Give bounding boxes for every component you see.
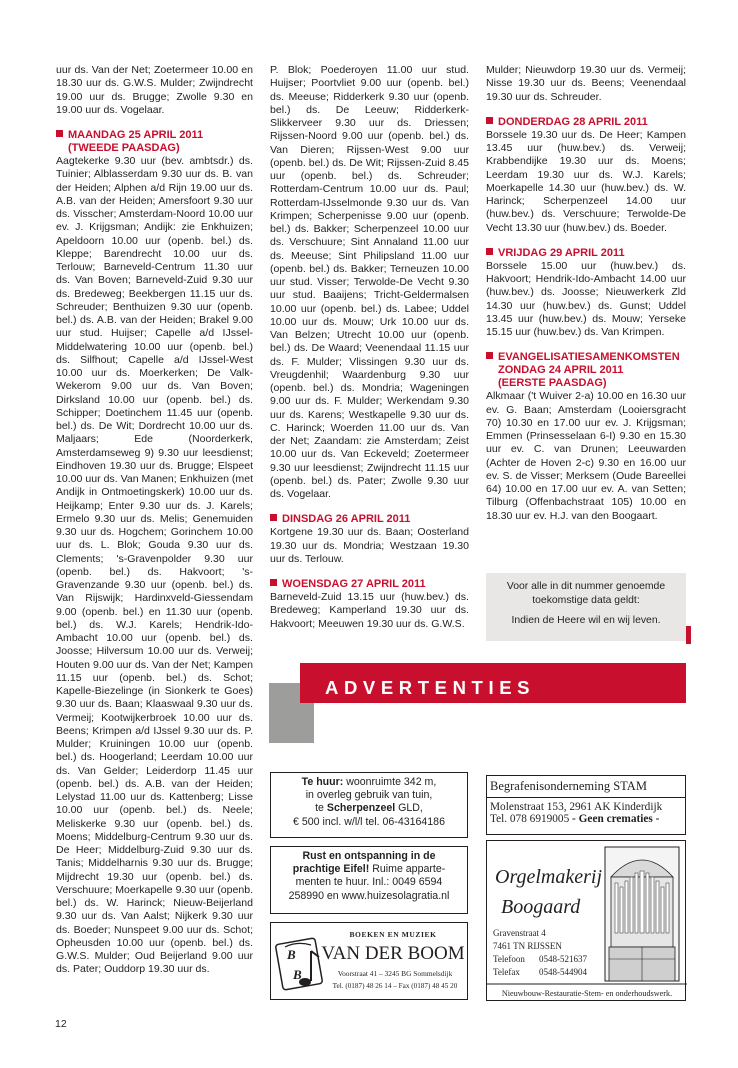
woensdag-body-text: Barneveld-Zuid 13.15 uur (huw.bev.) ds. Bredeweg; Kamperland 19.30 uur ds. Hakvoort; Meeuwen 19.30 uur ds. G.W.S. bbox=[270, 591, 469, 630]
note-line-1: Voor alle in dit nummer genoemde bbox=[506, 581, 666, 592]
ad-van-der-boom bbox=[270, 922, 468, 1000]
col1-body-text: Aagtekerke 9.30 uur (bev. ambtsdr.) ds. Tuinier; Alblasserdam 9.30 uur ds. B. van der Heiden; Alphen a/d Rijn 19.00 uur ds. A.B. van der Heiden; Amersfoort 9.30 uur ds. Visscher; Amsterdam-Noord 10.00 uur ev. J. Krijgsman; Andijk: zie Enkhuizen; Apeldoorn 10.00 uur (openb. bel.) ds. Kleppe; Barendrecht 10.00 uur ds. Terlouw; Barneveld-Centrum 11.30 uur ds. Van Boven; Barneveld-Zuid 9.30 uur ds. Bredeweg; Beekbergen 11.15 uur ds. Schreuder; Benthuizen 9.30 uur (openb. bel.) ds. A.B. van der Heiden; Brakel 9.00 uur stud. Huijser; Capelle a/d IJssel-Middelwatering 10.00 uur (openb. bel.) ds. Silfhout; Capelle a/d IJssel-West 10.00 uur ds. Moerkerken; De Valk-Wekerom 9.00 uur ds. Van Boven; Dirksland 10.00 uur (openb. bel.) ds. Schipper; Doetinchem 11.45 uur (openb. bel.) ds. De Wit; Dordrecht 10.00 uur ds. Maljaars; Ede (Noorderkerk, Amsterdamseweg 9) 9.30 uur leesdienst; Eindhoven 19.30 uur ds. Brugge; Elspeet 10.00 uur ds. Van Manen; Enkhuizen (met Andijk in Ontmoetingskerk) 10.00 uur ds. Heijkamp; Enter 9.30 uur ds. J. Karels; Ermelo 9.30 uur ds. Melis; Genemuiden 9.30 uur ds. Hogchem; Gorinchem 10.00 uur ds. L. Blok; Gouda 9.30 uur ds. Clements; 's-Gravenpolder 9.30 uur (openb. bel.) ds. Hakvoort; 's-Gravenzande 9.30 uur (openb. bel.) ds. Van Rijswijk; Hardinxveld-Giessendam 9.00 (openb. bel.) en 11.30 uur (openb. bel.) ds. W.J. Karels; Hendrik-Ido-Ambacht 10.00 uur (openb. bel.) ds. Joosse; Hilversum 10.00 uur ds. Verweij; Houten 9.00 uur ds. Van der Net; Kampen 11.15 uur (openb. bel.) ds. Schot; Kapelle-Biezelinge (in Sionkerk te Goes) 9.30 uur ds. Baan; Klaaswaal 9.30 uur ds. Vermeij; Kootwijkerbroek 10.00 uur ds. Beens; Krimpen a/d IJssel 9.30 uur ds. P. Mulder; Kruiningen 10.00 uur (openb. bel.) ds. Hoogerland; Leerdam 10.00 uur ds. Van Gelder; Leiderdorp 11.45 uur (openb. bel.) ds. A.B. van der Heiden; Lelystad 11.00 uur ds. Kattenberg; Lisse 10.00 uur (openb. bel.) ds. Neele; Meliskerke 9.30 uur (openb. bel.) ds. Moens; Middelburg-Centrum 9.30 uur ds. De Heer; Middelburg-Zuid 9.30 uur ds. Tanis; Middelharnis 9.30 uur ds. Brugge; Mijdrecht 19.30 uur (openb. bel.) ds. Verschuure; Moerkapelle 9.30 uur (openb. bel.) ds. W. Harinck; Nieuw-Beijerland 9.30 uur ds. Van Aalst; Nijkerk 9.30 uur ds. Boeder; Nunspeet 9.00 uur ds. Schot; Opheusden 10.00 uur (openb. bel.) ds. G.W.S. Mulder; Oud Beijerland 9.00 uur ds. Pater; Ouddorp 19.30 uur ds. bbox=[56, 155, 253, 976]
heading-woensdag: WOENSDAG 27 APRIL 2011 bbox=[270, 578, 469, 591]
orgel-fax: 0548-544904 bbox=[539, 967, 587, 977]
note-accent-bar bbox=[686, 626, 691, 644]
heading-maandag: MAANDAG 25 APRIL 2011 (TWEEDE PAASDAG) bbox=[56, 129, 253, 155]
column-2 bbox=[270, 64, 469, 631]
heading-vrijdag: VRIJDAG 29 APRIL 2011 bbox=[486, 247, 686, 260]
evangelisatie-body-text: Alkmaar ('t Wuiver 2-a) 10.00 en 16.30 uur ev. G. Baan; Amsterdam (Looiersgracht 70) 10.30 en 17.00 uur ev. J. Krijgsman; Emmen (Prinsesselaan 6-I) 9.30 en 15.30 uur ev. C. van Drunen; Leeuwarden (Achter de Hoven 2-c) 9.30 en 16.00 uur ev. S. de Visser; Merksem (Oude Bareellei 64) 10.00 en 17.00 uur ev. A. van Setten; Tilburg (Offenbachstraat 105) 10.00 en 18.30 uur ev. H.J. van den Boogaart. bbox=[486, 390, 686, 522]
dinsdag-body-text: Kortgene 19.30 uur ds. Baan; Oosterland 19.30 uur ds. Mondria; Westzaan 19.30 uur ds. Terlouw. bbox=[270, 526, 469, 565]
col3-intro-text: Mulder; Nieuwdorp 19.30 uur ds. Vermeij; Nisse 19.30 uur ds. Beens; Veenendaal 19.30 uur ds. Schreuder. bbox=[486, 64, 686, 103]
ad-orgelmakerij bbox=[486, 840, 686, 1001]
stam-title: Begrafenisonderneming STAM bbox=[487, 778, 685, 798]
logo-letter-b-2: B bbox=[293, 967, 302, 982]
orgel-city: 7461 TN RIJSSEN bbox=[493, 941, 562, 951]
column-3 bbox=[486, 64, 686, 523]
logo-letter-b-1: B bbox=[287, 947, 296, 962]
square-bullet-icon bbox=[270, 579, 277, 586]
square-bullet-icon bbox=[270, 514, 277, 521]
pipe-organ-illustration bbox=[605, 847, 679, 981]
orgelmakerij-artwork bbox=[487, 841, 687, 1002]
van-der-boom-phone: Tel. (0187) 48 26 14 – Fax (0187) 48 45 20 bbox=[332, 982, 458, 990]
heading-tweede-paasdag: (TWEEDE PAASDAG) bbox=[68, 142, 180, 154]
orgelmakerij-title: Orgelmakerij bbox=[495, 866, 603, 888]
square-bullet-icon bbox=[486, 117, 493, 124]
van-der-boom-artwork bbox=[271, 923, 469, 1001]
van-der-boom-address: Voorstraat 41 – 3245 BG Sommelsdijk bbox=[337, 969, 453, 978]
ad-stam bbox=[486, 775, 686, 835]
col1-intro-text: uur ds. Van der Net; Zoetermeer 10.00 en 18.30 uur ds. G.W.S. Mulder; Zwijndrecht 19.00 uur ds. Brugge; Zwolle 9.30 en 19.00 uur ds. Vogelaar. bbox=[56, 64, 253, 116]
heading-evangelisatie: EVANGELISATIESAMENKOMSTEN ZONDAG 24 APRIL 2011 (EERSTE PAASDAG) bbox=[486, 351, 686, 390]
square-bullet-icon bbox=[486, 352, 493, 359]
page-number: 12 bbox=[55, 1018, 67, 1030]
donderdag-body-text: Borssele 19.30 uur ds. De Heer; Kampen 13.45 uur (huw.bev.) ds. Verweij; Krabbendijke 19.30 uur ds. Moens; Leerdam 19.30 uur ds. W.J. Karels; Moerkapelle 14.30 uur (huw.bev.) ds. W. Harinck; Scherpenzeel 14.00 uur (huw.bev.) ds. Verschuure; Terwolde-De Vecht 13.30 uur (huw.bev.) ds. Boeder. bbox=[486, 128, 686, 234]
orgel-footer: Nieuwbouw-Restauratie-Stem- en onderhoudswerk. bbox=[501, 989, 673, 998]
van-der-boom-name: VAN DER BOOM bbox=[321, 943, 465, 964]
heading-donderdag: DONDERDAG 28 APRIL 2011 bbox=[486, 116, 686, 129]
boeken-en-muziek-label: BOEKEN EN MUZIEK bbox=[349, 930, 437, 939]
ad-eifel: Rust en ontspanning in de prachtige Eifel! Ruime apparte- menten te huur. Inl.: 0049 6594 258990 en www.huizesolagratia.nl bbox=[270, 846, 468, 914]
advertenties-title: ADVERTENTIES bbox=[325, 677, 536, 698]
stam-address: Molenstraat 153, 2961 AK Kinderdijk bbox=[490, 801, 663, 813]
ad-te-huur: Te huur: woonruimte 342 m, in overleg gebruik van tuin, te Scherpenzeel GLD, € 500 incl. w/l/l tel. 06-43164186 bbox=[270, 772, 468, 838]
orgel-phone: 0548-521637 bbox=[539, 954, 587, 964]
note-line-2: toekomstige data geldt: bbox=[532, 595, 640, 606]
stam-phone-line: Tel. 078 6919005 - Geen crematies - bbox=[490, 813, 660, 825]
orgel-phone-label: Telefoon bbox=[493, 954, 525, 964]
heading-dinsdag: DINSDAG 26 APRIL 2011 bbox=[270, 513, 469, 526]
square-bullet-icon bbox=[56, 130, 63, 137]
square-bullet-icon bbox=[486, 248, 493, 255]
note-box bbox=[486, 573, 686, 641]
orgel-fax-label: Telefax bbox=[493, 967, 520, 977]
col2-body-text: P. Blok; Poederoyen 11.00 uur stud. Huijser; Poortvliet 9.00 uur (openb. bel.) ds. Meeuse; Ridderkerk 9.30 uur (openb. bel.) ds. De Leeuw; Ridderkerk-Slikkerveer 9.30 uur ds. Driessen; Rijssen-Noord 9.00 uur (openb. bel.) ds. Van Dieren; Rijssen-West 9.00 uur (openb. bel.) ds. De Wit; Rijssen-Zuid 8.45 uur (openb. bel.) ds. Schreuder; Rotterdam-Centrum 10.00 uur ds. Paul; Rotterdam-IJsselmonde 9.30 uur ds. Van Krimpen; Scherpenisse 9.00 uur (openb. bel.) ds. Bakker; Scherpenzeel 10.00 uur ds. Verschuure; Sint Annaland 11.00 uur ds. Meeuse; Sint Philipsland 11.00 uur (openb. bel.) ds. Bakker; Terneuzen 10.00 uur stud. Visser; Terwolde-De Vecht 9.30 uur stud. Baaijens; Tricht-Geldermalsen 10.00 uur (openb. bel.) ds. Labee; Uddel 10.00 uur ds. Mouw; Urk 10.00 uur ds. Van Belzen; Utrecht 10.00 uur (openb. bel.) ds. De Waard; Veenendaal 11.15 uur ds. F. Mulder; Vlissingen 9.30 uur ds. Vreugdenhil; Waardenburg 9.30 uur (openb. bel.) ds. Mondria; Wageningen 9.00 uur ds. F. Mulder; Werkendam 9.30 uur ds. Karens; Westkapelle 9.30 uur ds. C. Harinck; Woerden 11.00 uur ds. Van der Net; Zaandam: zie Amsterdam; Zeist 10.00 uur ds. Van Eckeveld; Zoetermeer 9.30 uur leesdienst; Zwijndrecht 11.15 uur (openb. bel.) ds. Pater; Zwolle 9.30 uur ds. Vogelaar. bbox=[270, 64, 469, 500]
note-line-3: Indien de Heere wil en wij leven. bbox=[511, 615, 661, 626]
vrijdag-body-text: Borssele 15.00 uur (huw.bev.) ds. Hakvoort; Hendrik-Ido-Ambacht 14.00 uur (huw.bev.) ds. Joosse; Nieuwerkerk Zld 14.30 uur (huw.bev.) ds. Gunst; Uddel 13.45 uur (huw.bev.) ds. Mouw; Yerseke 15.15 uur (huw.bev.) ds. Van Krimpen. bbox=[486, 259, 686, 338]
boogaard-title: Boogaard bbox=[501, 896, 581, 918]
orgel-street: Gravenstraat 4 bbox=[493, 928, 546, 938]
book-note-logo-icon bbox=[275, 938, 322, 990]
column-1 bbox=[56, 64, 253, 977]
